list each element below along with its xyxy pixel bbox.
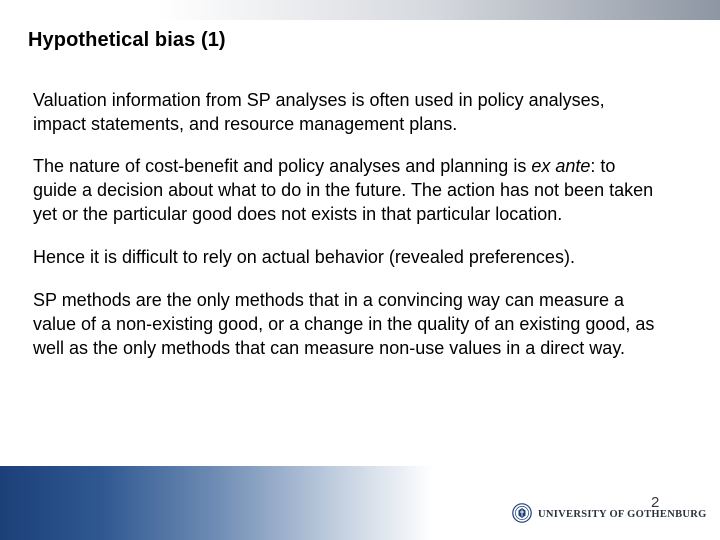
- slide-body: [33, 88, 658, 378]
- paragraph-1: Valuation information from SP analyses is often used in policy analyses, impact statements, and resource management plans.: [33, 90, 605, 134]
- slide-title: Hypothetical bias (1): [28, 29, 226, 51]
- paragraph-2-rest: : to guide a decision about what to do in the future. The action has not been taken yet or the particular good does not exists in that particular location.: [33, 156, 654, 224]
- paragraph-2: [33, 154, 658, 226]
- paragraph-4: SP methods are the only methods that in a convincing way can measure a value of a non-existing good, or a change in the quality of an existing good, as well as the only methods that can measure non-use values in a direct way.: [33, 290, 655, 358]
- university-logo-text: UNIVERSITY OF GOTHENBURG: [538, 509, 707, 520]
- paragraph-2-emphasis: ex ante: [531, 156, 591, 176]
- page-number: 2: [651, 494, 660, 511]
- header-gradient-band: [0, 0, 720, 20]
- university-seal-icon: [512, 503, 532, 523]
- paragraph-3: Hence it is difficult to rely on actual behavior (revealed preferences).: [33, 247, 575, 267]
- paragraph-2-lead: The nature of cost-benefit and policy analyses and planning is: [33, 156, 532, 176]
